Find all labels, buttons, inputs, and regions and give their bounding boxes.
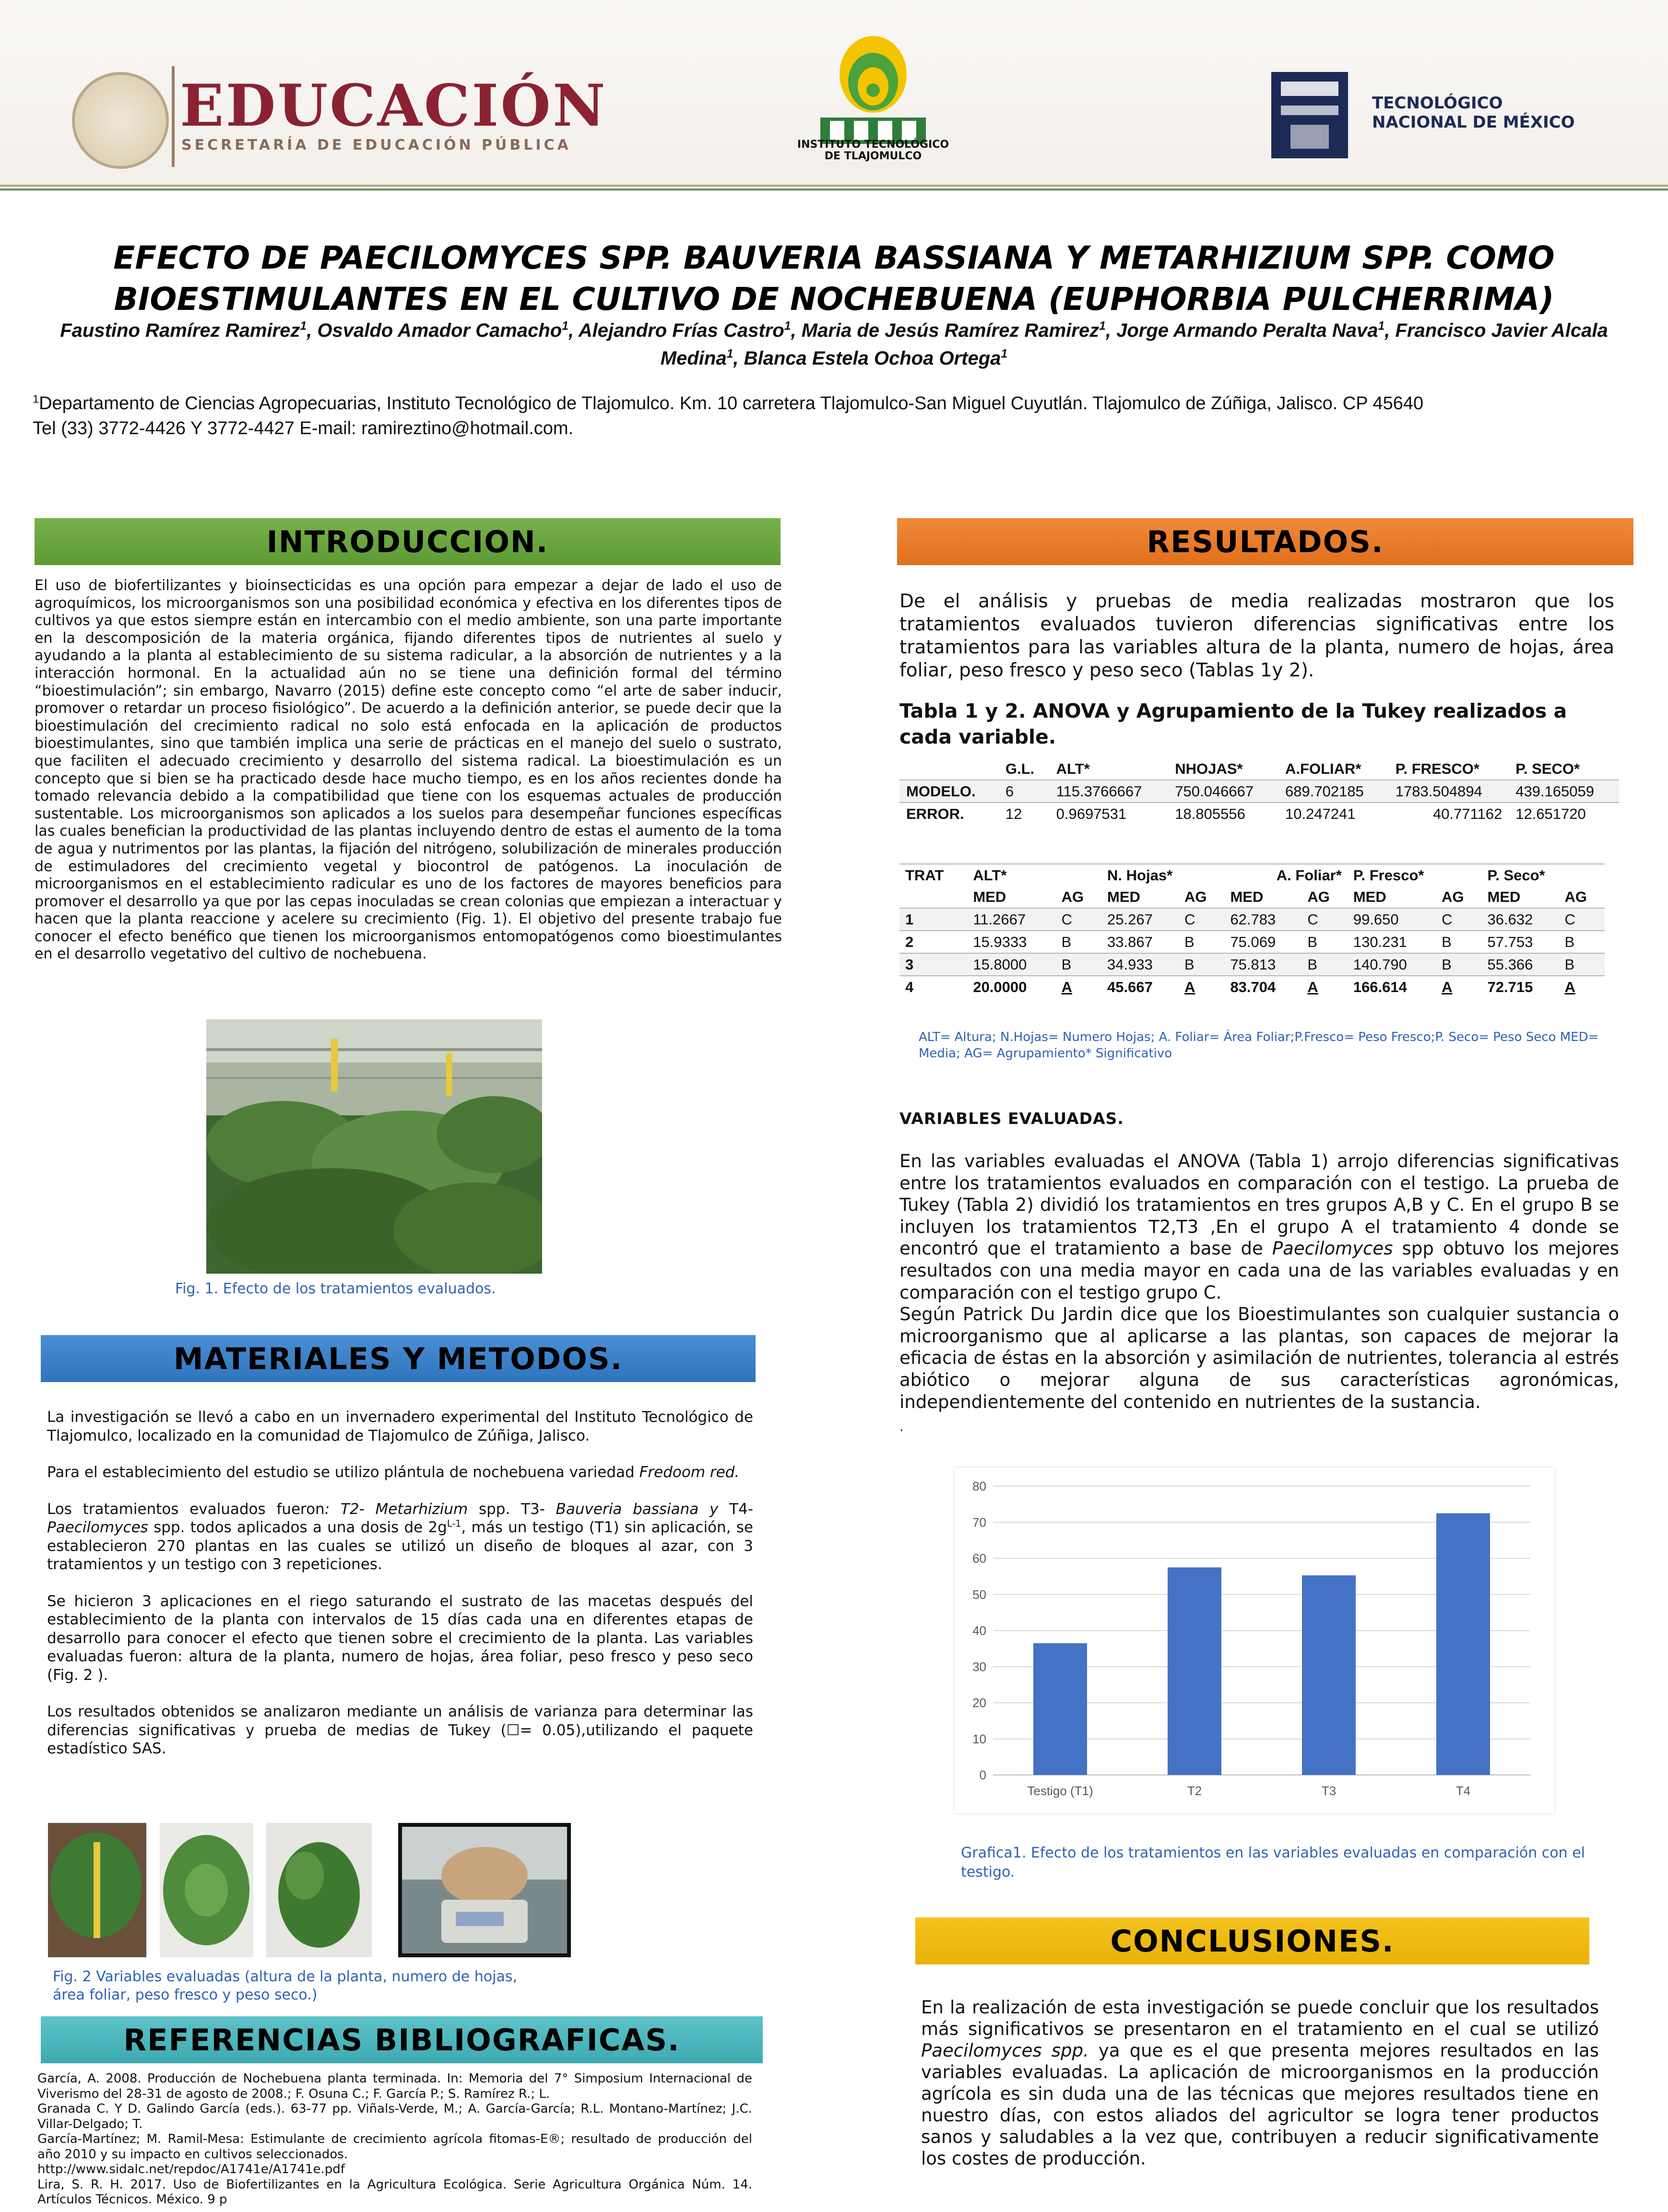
- author: Maria de Jesús Ramírez Ramirez: [801, 320, 1100, 341]
- y-tick-label: 10: [972, 1731, 986, 1746]
- mexico-seal-logo: [72, 72, 169, 169]
- conclusions-text: [921, 1997, 1599, 2169]
- methods-text-run: Los tratamientos evaluados fueron: [47, 1500, 325, 1518]
- methods-variety-intro: Para el establecimiento del estudio se utilizo plántula de nochebuena variedad: [47, 1464, 639, 1481]
- table-cell: 1783.504894: [1389, 780, 1509, 803]
- affiliation-contact: Tel (33) 3772-4426 Y 3772-4427 E-mail: ramireztino@hotmail.com.: [33, 418, 574, 438]
- table-cell: 0.9697531: [1050, 803, 1169, 825]
- affiliation-mark: 1: [33, 392, 39, 405]
- methods-text-run: spp. todos aplicados a una dosis de 2g: [148, 1519, 447, 1536]
- author-affil-mark: 1: [784, 319, 791, 333]
- y-tick-label: 60: [972, 1551, 986, 1566]
- anova-table: [899, 758, 1619, 825]
- table-cell: B: [1559, 953, 1605, 976]
- conclusions-text-run: ya que es el que presenta mejores resultados en las variables evaluadas. La aplicación de microorganismos en la producción agrícola es sin duda una de las técnicas que mejores resultados tiene en nuestro días, con estos aliados del agricultor se logra tener productos sanos y saludables a la vez que, contribuyen a reducir significativamente los costes de producción.: [921, 2040, 1599, 2169]
- bar: [1436, 1513, 1490, 1775]
- tecnm-name-line1: TECNOLÓGICO: [1372, 94, 1503, 113]
- species-name: Paecilomyces: [47, 1519, 148, 1536]
- table-cell: 15.8000: [967, 953, 1055, 976]
- table-cell: 115.3766667: [1050, 780, 1169, 803]
- table-cell: 83.704: [1224, 976, 1301, 998]
- table-header-cell: AG: [1056, 886, 1101, 908]
- methods-paragraph: [47, 1500, 753, 1574]
- table-cell: 439.165059: [1509, 780, 1619, 803]
- variety-name: Fredoom red.: [639, 1464, 740, 1481]
- logo-separator: [172, 66, 175, 167]
- table-cell: C: [1559, 908, 1605, 931]
- table-cell: 4: [899, 976, 967, 998]
- author: Osvaldo Amador Camacho: [317, 320, 562, 341]
- table-cell: B: [1436, 953, 1481, 976]
- author: Francisco Javier Alcala Medina: [660, 320, 1608, 369]
- table-cell: B: [1056, 953, 1101, 976]
- variables-text-run: En las variables evaluadas el ANOVA (Tabla 1) arrojo diferencias significativas entre los tratamientos evaluados en comparación con el testigo. La prueba de Tukey (Tabla 2) dividió los tratamientos en tres grupos A,B y C. En el grupo B se incluyen los tratamientos T2,T3 ,En el grupo A el tratamiento 4 donde se encontró que el tratamiento a base de: [899, 1151, 1619, 1259]
- table-cell: 33.867: [1101, 931, 1179, 953]
- reference-entry: Granada C. Y D. Galindo García (eds.). 63-77 pp. Viñals-Verde, M.; A. García-García; R.L. Montano-Martínez; J.C. Villar-Delgado; T.: [37, 2102, 752, 2131]
- table-row: [899, 953, 1605, 976]
- table-cell: 20.0000: [967, 976, 1055, 998]
- table-row: [899, 931, 1605, 953]
- table-cell: A: [1056, 976, 1101, 998]
- table-cell: 140.790: [1348, 953, 1436, 976]
- table-cell: 15.9333: [967, 931, 1055, 953]
- photo-leaf-count: [160, 1823, 253, 1957]
- variables-paragraph: Según Patrick Du Jardin dice que los Bioestimulantes son cualquier sustancia o microorganismo que al aplicarse a las plantas, son capaces de mejorar la eficacia de éstas en la absorción y asimilación de nutrientes, tolerancia al estrés abiótico o mejorar alguna de sus características agronómicas, independientemente del contenido en nutrientes de la sustancia.: [899, 1304, 1619, 1412]
- table-header-cell: ALT*: [1050, 758, 1169, 780]
- y-tick-label: 0: [979, 1768, 986, 1782]
- reference-entry: García-Martínez; M. Ramil-Mesa: Estimulante de crecimiento agrícola fitomas-E®; resultado de producción del año 2010 y su impacto en cultivos seleccionados.: [37, 2132, 752, 2162]
- table-cell: 62.783: [1224, 908, 1301, 931]
- y-tick-label: 70: [972, 1515, 986, 1530]
- table-cell: 75.069: [1224, 931, 1301, 953]
- table-cell: 1: [899, 908, 967, 931]
- table-cell: MODELO.: [899, 780, 999, 803]
- table-cell: C: [1179, 908, 1224, 931]
- table-header-cell: MED: [1482, 886, 1559, 908]
- table-header-cell: G.L.: [999, 758, 1050, 780]
- table-cell: 166.614: [1348, 976, 1436, 998]
- bar: [1033, 1643, 1087, 1775]
- figure-2-caption-line2: área foliar, peso fresco y peso seco.): [53, 1987, 318, 2003]
- table-abbreviations: ALT= Altura; N.Hojas= Numero Hojas; A. Foliar= Área Foliar;P.Fresco= Peso Fresco;P. Seco= Peso Seco MED= Media; AG= Agrupamiento* Significativo: [919, 1030, 1599, 1061]
- dose-unit: L-1: [447, 1518, 461, 1529]
- greenhouse-photo: [206, 1019, 542, 1274]
- author-affil-mark: 1: [300, 319, 307, 333]
- sep-brand: EDUCACIÓN: [180, 72, 607, 140]
- species-name: Metarhizium: [375, 1500, 468, 1518]
- table-row: [899, 780, 1619, 803]
- reference-entry: García, A. 2008. Producción de Nochebuena planta terminada. In: Memoria del 7° Simposium Internacional de Viverismo del 28-31 de agosto de 2008.; F. Osuna C.; F. García P.; S. Ramírez R.; L.: [37, 2071, 752, 2101]
- table-header-cell: MED: [1348, 886, 1436, 908]
- ittj-name-line1: INSTITUTO TECNOLÓGICO: [797, 139, 949, 151]
- variables-text: [899, 1150, 1619, 1413]
- bar: [1302, 1575, 1356, 1775]
- table-cell: B: [1301, 931, 1347, 953]
- bar-chart-svg: [955, 1468, 1554, 1813]
- table-cell: 750.046667: [1168, 780, 1278, 803]
- table-header-row: [899, 864, 1605, 886]
- author: Alejandro Frías Castro: [578, 320, 784, 341]
- author-affil-mark: 1: [726, 347, 733, 361]
- author-list: Faustino Ramírez Ramirez$^1$, Osvaldo Amador Camacho$^1$, Alejandro Frías Castro$^1$, Maria de Jesús Ramírez Ramirez$^1$, Jorge Armando Peralta Nava$^1$, Francisco Javier Alcala Medina$^1$, Blanca Estela Ochoa Ortega$^1$: [60, 319, 1608, 369]
- methods-text-run: spp. T3-: [468, 1500, 556, 1518]
- table-cell: 55.366: [1482, 953, 1559, 976]
- table-row: [899, 908, 1605, 931]
- author: Jorge Armando Peralta Nava: [1116, 320, 1378, 341]
- table-cell: 99.650: [1348, 908, 1436, 931]
- table-header-cell: [899, 758, 999, 780]
- sep-brand-subtitle: SECRETARÍA DE EDUCACIÓN PÚBLICA: [181, 137, 571, 154]
- y-tick-label: 30: [972, 1659, 986, 1674]
- table-cell: A: [1301, 976, 1347, 998]
- table-header-cell: NHOJAS*: [1168, 758, 1278, 780]
- reference-link[interactable]: http://www.sidalc.net/repdoc/A1741e/A1741e.pdf: [37, 2162, 345, 2177]
- table-header-cell: MED: [1101, 886, 1179, 908]
- table-cell: 130.231: [1348, 931, 1436, 953]
- figure-2-photos: [48, 1823, 571, 1957]
- poinsettia-image: [206, 1019, 542, 1274]
- table-header-cell: ALT*: [967, 864, 1101, 886]
- methods-heading: MATERIALES Y METODOS.: [41, 1335, 756, 1382]
- table-header-cell: MED: [1224, 886, 1301, 908]
- species-name: Paecilomyces spp.: [921, 2040, 1089, 2061]
- poster-title: EFECTO DE PAECILOMYCES SPP. BAUVERIA BASSIANA Y METARHIZIUM SPP. COMO BIOESTIMULANTES EN EL CULTIVO DE NOCHEBUENA (EUPHORBIA PULCHERRIMA): [113, 239, 1555, 318]
- ittj-name-line2: DE TLAJOMULCO: [824, 150, 922, 162]
- results-heading: RESULTADOS.: [897, 518, 1633, 565]
- results-text: De el análisis y pruebas de media realizadas mostraron que los tratamientos evaluados tuvieron diferencias significativas entre los tratamientos para las variables altura de la planta, numero de hojas, área foliar, peso fresco y peso seco (Tablas 1y 2).: [899, 591, 1614, 681]
- header-divider-green: [0, 189, 1668, 190]
- table-cell: 25.267: [1101, 908, 1179, 931]
- author: Blanca Estela Ochoa Ortega: [744, 348, 1001, 369]
- author-affil-mark: 1: [1378, 319, 1385, 333]
- bar-chart: [955, 1468, 1554, 1813]
- table-cell: 2: [899, 931, 967, 953]
- table-cell: 75.813: [1224, 953, 1301, 976]
- table-cell: 36.632: [1482, 908, 1559, 931]
- table-cell: B: [1179, 931, 1224, 953]
- stray-period: .: [899, 1420, 904, 1434]
- variables-paragraph: [899, 1150, 1619, 1303]
- methods-text: [47, 1408, 753, 1776]
- references-list: [37, 2071, 752, 2208]
- author-affil-mark: 1: [562, 319, 568, 333]
- table-cell: 40.771162: [1389, 803, 1509, 825]
- figure-1-caption: Fig. 1. Efecto de los tratamientos evaluados.: [175, 1280, 496, 1297]
- tecnm-logo: [1257, 62, 1362, 168]
- y-tick-label: 80: [972, 1479, 986, 1493]
- table-cell: B: [1301, 953, 1347, 976]
- table-cell: C: [1436, 908, 1481, 931]
- table-cell: 10.247241: [1278, 803, 1389, 825]
- chart-caption: Grafica1. Efecto de los tratamientos en las variables evaluadas en comparación con el testigo.: [961, 1845, 1585, 1881]
- methods-text-run: T4-: [718, 1500, 753, 1518]
- figure-2-caption: [53, 1968, 604, 2004]
- affiliation: [33, 391, 1616, 441]
- table-title: Tabla 1 y 2. ANOVA y Agrupamiento de la Tukey realizados a cada variable.: [899, 699, 1567, 748]
- conclusions-text-run: En la realización de esta investigación se puede concluir que los resultados más significativos se presentaron en el tratamiento en el cual se utilizó: [921, 1997, 1599, 2039]
- table-header-cell: P. SECO*: [1509, 758, 1619, 780]
- species-name: Bauveria bassiana y: [556, 1500, 719, 1518]
- table-cell: B: [1056, 931, 1101, 953]
- photo-plant-height: [48, 1823, 146, 1957]
- table-row: [899, 803, 1619, 825]
- figure-2-caption-line1: Fig. 2 Variables evaluadas (altura de la planta, numero de hojas,: [53, 1968, 517, 1985]
- tecnm-name: [1372, 94, 1575, 132]
- table-cell: 11.2667: [967, 908, 1055, 931]
- table-cell: B: [1436, 931, 1481, 953]
- x-tick-label: T4: [1455, 1784, 1471, 1798]
- photo-leaf-area: [266, 1823, 372, 1957]
- table-header-cell: N. Hojas*: [1101, 864, 1224, 886]
- table-cell: C: [1301, 908, 1347, 931]
- table-cell: 12.651720: [1509, 803, 1619, 825]
- methods-text-run: : T2-: [324, 1500, 376, 1518]
- table-header-cell: A.FOLIAR*: [1278, 758, 1389, 780]
- bar: [1168, 1567, 1221, 1775]
- table-header-cell: P. Fresco*: [1348, 864, 1482, 886]
- author-affil-mark: 1: [1001, 347, 1008, 361]
- header-divider: [0, 185, 1668, 187]
- table-cell: C: [1056, 908, 1101, 931]
- table-subheader-row: [899, 886, 1605, 908]
- table-header-cell: A. Foliar*: [1224, 864, 1347, 886]
- table-cell: ERROR.: [899, 803, 999, 825]
- table-header-cell: MED: [967, 886, 1055, 908]
- methods-paragraph: Los resultados obtenidos se analizaron mediante un análisis de varianza para determinar las diferencias significativas y prueba de medias de Tukey (☐= 0.05),utilizando el paquete estadístico SAS.: [47, 1703, 753, 1757]
- table-cell: B: [1559, 931, 1605, 953]
- table-cell: A: [1559, 976, 1605, 998]
- intro-text: El uso de biofertilizantes y bioinsecticidas es una opción para empezar a dejar de lado el uso de agroquímicos, los microorganismos son una posibilidad económica y efectiva en los diferentes tipos de cultivos ya que estos siempre están en intercambio con el medio ambiente, son una parte importante en la descomposición de la materia orgánica, fijando diferentes tipos de nutrientes al suelo y ayudando a la planta al establecimiento de su sistema radicular, a la absorción de nutrientes y a la interacción hormonal. En la actualidad aún no se tiene una definición formal del término “bioestimulación”; sin embargo, Navarro (2015) define este concepto como “el arte de saber inducir, promover o retardar un proceso fisiológico”. De acuerdo a la definición anterior, se puede decir que la bioestimulación del crecimiento radical no solo está enfocada en la aplicación de productos bioestimulantes, sino que también implica una serie de prácticas en el manejo del suelo o sustrato, que faciliten el adecuado crecimiento y desarrollo del sistema radical. La bioestimulación es un concepto que si bien se ha practicado desde hace mucho tiempo, es en los años recientes donde ha tomado relevancia debido a la compatibilidad que tiene con los esquemas actuales de producción sustentable. Los microorganismos son aplicados a los suelos para desempeñar funciones específicas las cuales benefician la productividad de las plantas incluyendo dentro de estas el aumento de la toma de agua y nutrimentos por las plantas, la fijación del nitrógeno, solubilización de minerales producción de estimuladores del crecimiento vegetal y biocontrol de patógenos. La inoculación de microorganismos en el establecimiento radicular es uno de los factores de mayores beneficios para promover el desarrollo ya que por las cepas inoculadas se crean colonias que empiezan a interactuar y hacen que la planta reaccione y acelere su crecimiento (Fig. 1). El objetivo del presente trabajo fue conocer el efecto benéfico que tienen los microorganismos entomopatógenos como bioestimulantes en el desarrollo vegetativo del cultivo de nochebuena.: [35, 577, 782, 963]
- table-header-cell: AG: [1179, 886, 1224, 908]
- table-cell: 34.933: [1101, 953, 1179, 976]
- table-cell: 3: [899, 953, 967, 976]
- table-cell: 72.715: [1482, 976, 1559, 998]
- table-cell: 12: [999, 803, 1050, 825]
- table-header-cell: TRAT: [899, 864, 967, 886]
- references-heading: REFERENCIAS BIBLIOGRAFICAS.: [41, 2016, 763, 2063]
- table-header-row: [899, 758, 1619, 780]
- y-tick-label: 40: [972, 1623, 986, 1638]
- y-tick-label: 50: [972, 1587, 986, 1602]
- methods-paragraph: Se hicieron 3 aplicaciones en el riego saturando el sustrato de las macetas después del establecimiento de la planta con intervalos de 15 días cada una en diferentes etapas de desarrollo para conocer el efecto que tienen sobre el crecimiento de la planta. Las variables evaluadas fueron: altura de la planta, numero de hojas, área foliar, peso fresco y peso seco (Fig. 2 ).: [47, 1592, 753, 1684]
- table-header-cell: AG: [1559, 886, 1605, 908]
- table-cell: A: [1436, 976, 1481, 998]
- tecnm-name-line2: NACIONAL DE MÉXICO: [1372, 113, 1575, 132]
- table-header-cell: P. FRESCO*: [1389, 758, 1509, 780]
- photo-scale-weight: [398, 1823, 571, 1957]
- methods-paragraph: [47, 1463, 753, 1482]
- conclusions-heading: CONCLUSIONES.: [915, 1917, 1589, 1964]
- table-cell: 45.667: [1101, 976, 1179, 998]
- table-cell: 689.702185: [1278, 780, 1389, 803]
- intro-heading: INTRODUCCION.: [35, 518, 781, 565]
- table-header-cell: AG: [1301, 886, 1347, 908]
- table-header-cell: [899, 886, 967, 908]
- table-cell: 57.753: [1482, 931, 1559, 953]
- table-header-cell: AG: [1436, 886, 1481, 908]
- table-header-cell: P. Seco*: [1482, 864, 1605, 886]
- affiliation-address: Departamento de Ciencias Agropecuarias, Instituto Tecnológico de Tlajomulco. Km. 10 carretera Tlajomulco-San Miguel Cuyutlán. Tlajomulco de Zúñiga, Jalisco. CP 45640: [39, 393, 1424, 414]
- variables-heading: VARIABLES EVALUADAS.: [899, 1109, 1124, 1128]
- table-cell: 6: [999, 780, 1050, 803]
- ittj-name: [796, 139, 950, 162]
- y-tick-label: 20: [972, 1695, 986, 1710]
- methods-text-run: , más un testigo (T1) sin aplicación, se establecieron 270 plantas en las cuales se utilizó un diseño de bloques al azar, con 3 tratamientos y un testigo con 3 repeticiones.: [47, 1519, 754, 1573]
- species-name: Paecilomyces: [1272, 1238, 1393, 1259]
- x-tick-label: T2: [1187, 1784, 1202, 1798]
- table-cell: A: [1179, 976, 1224, 998]
- tukey-table: [899, 864, 1605, 998]
- variables-text-run: spp obtuvo los mejores resultados con una media mayor en cada una de las variables evaluadas y en comparación con el testigo grupo C.: [899, 1238, 1620, 1303]
- reference-entry: Lira, S. R. H. 2017. Uso de Biofertilizantes en la Agricultura Ecológica. Serie Agricultura Orgánica Núm. 14. Artículos Técnicos. México. 9 p: [37, 2177, 752, 2207]
- author-affil-mark: 1: [1099, 319, 1106, 333]
- table-cell: 18.805556: [1168, 803, 1278, 825]
- x-tick-label: T3: [1321, 1784, 1337, 1798]
- table-row: [899, 976, 1605, 998]
- author: Faustino Ramírez Ramirez: [60, 320, 300, 341]
- methods-paragraph: La investigación se llevó a cabo en un invernadero experimental del Instituto Tecnológico de Tlajomulco, localizado en la comunidad de Tlajomulco de Zúñiga, Jalisco.: [47, 1408, 753, 1444]
- x-tick-label: Testigo (T1): [1027, 1784, 1093, 1798]
- table-cell: B: [1179, 953, 1224, 976]
